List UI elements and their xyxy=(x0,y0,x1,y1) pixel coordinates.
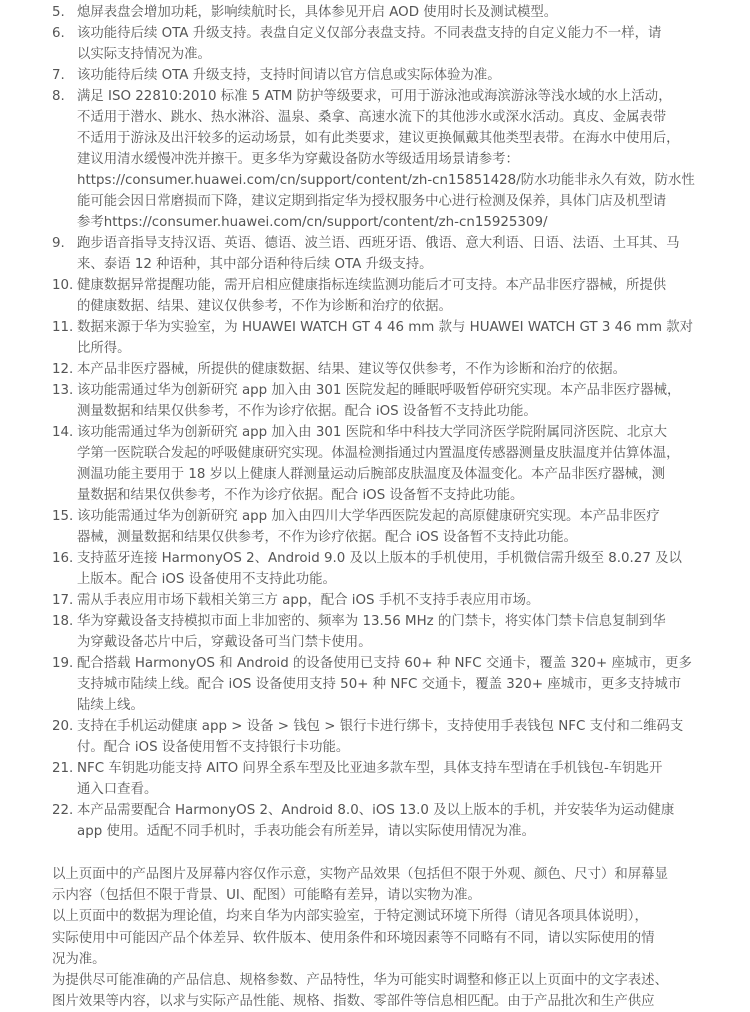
footnote-text xyxy=(77,422,700,506)
footnote-number: 9. xyxy=(52,236,65,251)
footnote-item xyxy=(52,23,700,65)
footnote-number: 7. xyxy=(52,68,65,83)
footnote-line: 该功能需通过华为创新研究 app 加入由四川大学华西医院发起的高原健康研究实现。本产品非医疗 xyxy=(77,509,660,524)
footnote-line: 以实际支持情况为准。 xyxy=(77,47,211,62)
footnote-line: 建议用清水缓慢冲洗并擦干。更多华为穿戴设备防水等级适用场景请参考： xyxy=(77,152,519,167)
footnote-number: 19. xyxy=(52,656,74,671)
footnote-text xyxy=(77,275,700,317)
footnote-number: 22. xyxy=(52,803,74,818)
footnote-line: app 使用。适配不同手机时，手表功能会有所差异，请以实际使用情况为准。 xyxy=(77,824,535,839)
footnote-number: 14. xyxy=(52,425,74,440)
footnote-line: 该功能待后续 OTA 升级支持，支持时间请以官方信息或实际体验为准。 xyxy=(77,68,501,83)
footnote-line: NFC 车钥匙功能支持 AITO 问界全系车型及比亚迪多款车型，具体支持车型请在手机钱包-车钥匙开 xyxy=(77,761,663,776)
footnote-item xyxy=(52,2,700,23)
footnote-text xyxy=(77,800,700,842)
footnote-number: 12. xyxy=(52,362,74,377)
footnote-line: 付。配合 iOS 设备使用暂不支持银行卡功能。 xyxy=(77,740,350,755)
footnote-item xyxy=(52,611,700,653)
footnote-text xyxy=(77,506,700,548)
footnote-item xyxy=(52,317,700,359)
footnote-line: 本产品非医疗器械，所提供的健康数据、结果、建议等仅供参考，不作为诊断和治疗的依据。 xyxy=(77,362,627,377)
footnote-text xyxy=(77,380,700,422)
footnote-number: 15. xyxy=(52,509,74,524)
footnote-text xyxy=(77,653,700,716)
footnote-line: 测温功能主要用于 18 岁以上健康人群测量运动后腕部皮肤温度及体温变化。本产品非医疗器械，测 xyxy=(77,467,665,482)
footnote-item xyxy=(52,506,700,548)
disclaimer-line: 况为准。 xyxy=(52,951,106,967)
disclaimer-line: 图片效果等内容，以求与实际产品性能、规格、指数、零部件等信息相匹配。由于产品批次和生产供应 xyxy=(52,994,655,1010)
footnote-line: 量数据和结果仅供参考，不作为诊疗依据。配合 iOS 设备暂不支持此功能。 xyxy=(77,488,524,503)
footnote-line: 该功能需通过华为创新研究 app 加入由 301 医院发起的睡眠呼吸暂停研究实现。本产品非医疗器械， xyxy=(77,383,681,398)
disclaimer-block xyxy=(52,864,712,1012)
footnote-item xyxy=(52,758,700,800)
footnote-text xyxy=(77,2,700,23)
footnote-text xyxy=(77,65,700,86)
footnote-number: 16. xyxy=(52,551,74,566)
footnote-line: 支持城市陆续上线。配合 iOS 设备使用支持 50+ 种 NFC 交通卡，覆盖 320+ 座城市，更多支持城市 xyxy=(77,677,682,692)
footnote-item xyxy=(52,380,700,422)
footnote-line: 熄屏表盘会增加功耗，影响续航时长，具体参见开启 AOD 使用时长及测试模型。 xyxy=(77,5,558,20)
disclaimer-line: 以上页面中的数据为理论值，均来自华为内部实验室，于特定测试环境下所得（请见各项具体说明）， xyxy=(52,909,648,925)
footnote-item xyxy=(52,275,700,317)
footnote-text xyxy=(77,317,700,359)
footnote-line: 参考https://consumer.huawei.com/cn/support/content/zh-cn15925309/ xyxy=(77,215,548,230)
disclaimer-line: 实际使用中可能因产品个体差异、软件版本、使用条件和环境因素等不同略有不同，请以实际使用的情 xyxy=(52,930,655,946)
footnote-item xyxy=(52,653,700,716)
footnote-line: 测量数据和结果仅供参考，不作为诊疗依据。配合 iOS 设备暂不支持此功能。 xyxy=(77,404,537,419)
footnote-item xyxy=(52,359,700,380)
disclaimer-line: 以上页面中的产品图片及屏幕内容仅作示意，实物产品效果（包括但不限于外观、颜色、尺寸）和屏幕显 xyxy=(52,867,668,882)
footnote-line: 为穿戴设备芯片中后，穿戴设备可当门禁卡使用。 xyxy=(77,635,372,650)
footnote-text xyxy=(77,233,700,275)
footnote-line: 支持在手机运动健康 app > 设备 > 钱包 > 银行卡进行绑卡，支持使用手表钱包 NFC 支付和二维码支 xyxy=(77,719,684,734)
footnote-line: 跑步语音指导支持汉语、英语、德语、波兰语、西班牙语、俄语、意大利语、日语、法语、土耳其、马 xyxy=(77,236,680,251)
footnote-line: 器械，测量数据和结果仅供参考，不作为诊疗依据。配合 iOS 设备暂不支持此功能。 xyxy=(77,530,577,545)
footnote-text xyxy=(77,611,700,653)
footnote-line: 该功能待后续 OTA 升级支持。表盘自定义仅部分表盘支持。不同表盘支持的自定义能力不一样，请 xyxy=(77,26,662,41)
footnote-item xyxy=(52,590,700,611)
footnote-text xyxy=(77,758,700,800)
footnote-item xyxy=(52,422,700,506)
footnote-line: 支持蓝牙连接 HarmonyOS 2、Android 9.0 及以上版本的手机使用，手机微信需升级至 8.0.27 及以 xyxy=(77,551,682,566)
footnote-text xyxy=(77,716,700,758)
footnote-line: 比所得。 xyxy=(77,341,131,356)
footnote-list xyxy=(52,2,700,842)
footnote-line: 陆续上线。 xyxy=(77,698,144,713)
footnote-number: 20. xyxy=(52,719,74,734)
footnote-number: 18. xyxy=(52,614,74,629)
footnote-line: 数据来源于华为实验室，为 HUAWEI WATCH GT 4 46 mm 款与 HUAWEI WATCH GT 3 46 mm 款对 xyxy=(77,320,694,335)
footnote-text xyxy=(77,23,700,65)
footnote-number: 21. xyxy=(52,761,74,776)
footnote-line: 满足 ISO 22810:2010 标准 5 ATM 防护等级要求，可用于游泳池或海滨游泳等浅水域的水上活动， xyxy=(77,89,672,104)
footnote-line: 能可能会因日常磨损而下降，建议定期到指定华为授权服务中心进行检测及保养，具体门店及机型请 xyxy=(77,194,667,209)
footnote-number: 10. xyxy=(52,278,74,293)
footnote-number: 5. xyxy=(52,5,65,20)
footnote-item xyxy=(52,233,700,275)
footnote-line: https://consumer.huawei.com/cn/support/content/zh-cn15851428/防水功能非永久有效，防水性 xyxy=(77,173,695,188)
footnote-item xyxy=(52,800,700,842)
footnote-line: 不适用于游泳及出汗较多的运动场景，如有此类要求，建议更换佩戴其他类型表带。在海水中使用后， xyxy=(77,131,680,146)
footnote-number: 17. xyxy=(52,593,74,608)
footnote-line: 需从手表应用市场下载相关第三方 app，配合 iOS 手机不支持手表应用市场。 xyxy=(77,593,540,608)
footnote-line: 本产品需要配合 HarmonyOS 2、Android 8.0、iOS 13.0 及以上版本的手机，并安装华为运动健康 xyxy=(77,803,675,818)
footnote-number: 8. xyxy=(52,89,65,104)
footnote-number: 11. xyxy=(52,320,74,335)
footnote-line: 通入口查看。 xyxy=(77,782,158,797)
footnote-line: 的健康数据、结果、建议仅供参考，不作为诊断和治疗的依据。 xyxy=(77,299,452,314)
footnote-number: 13. xyxy=(52,383,74,398)
footnote-line: 不适用于潜水、跳水、热水淋浴、温泉、桑拿、高速水流下的其他涉水或深水活动。真皮、金属表带 xyxy=(77,110,667,125)
disclaimer-line: 示内容（包括但不限于背景、UI、配图）可能略有差异，请以实物为准。 xyxy=(52,888,481,904)
footnote-line: 配合搭载 HarmonyOS 和 Android 的设备使用已支持 60+ 种 NFC 交通卡，覆盖 320+ 座城市，更多 xyxy=(77,656,692,671)
footnote-line: 上版本。配合 iOS 设备使用不支持此功能。 xyxy=(77,572,336,587)
disclaimer-line: 为提供尽可能准确的产品信息、规格参数、产品特性，华为可能实时调整和修正以上页面中的文字表述、 xyxy=(52,973,668,989)
footnote-line: 健康数据异常提醒功能，需开启相应健康指标连续监测功能后才可支持。本产品非医疗器械，所提供 xyxy=(77,278,667,293)
footnote-item xyxy=(52,548,700,590)
footnote-line: 来、泰语 12 种语种，其中部分语种待后续 OTA 升级支持。 xyxy=(77,257,433,272)
footnote-line: 学第一医院联合发起的呼吸健康研究实现。体温检测指通过内置温度传感器测量皮肤温度并估算体温， xyxy=(77,446,680,461)
footnote-text xyxy=(77,86,700,233)
footnote-item xyxy=(52,716,700,758)
footnote-text xyxy=(77,590,700,611)
footnote-text xyxy=(77,359,700,380)
footnote-line: 该功能需通过华为创新研究 app 加入由 301 医院和华中科技大学同济医学院附属同济医院、北京大 xyxy=(77,425,668,440)
footnote-item xyxy=(52,65,700,86)
footnote-text xyxy=(77,548,700,590)
footnote-line: 华为穿戴设备支持模拟市面上非加密的、频率为 13.56 MHz 的门禁卡，将实体门禁卡信息复制到华 xyxy=(77,614,666,629)
footnote-item xyxy=(52,86,700,233)
footnote-number: 6. xyxy=(52,26,65,41)
